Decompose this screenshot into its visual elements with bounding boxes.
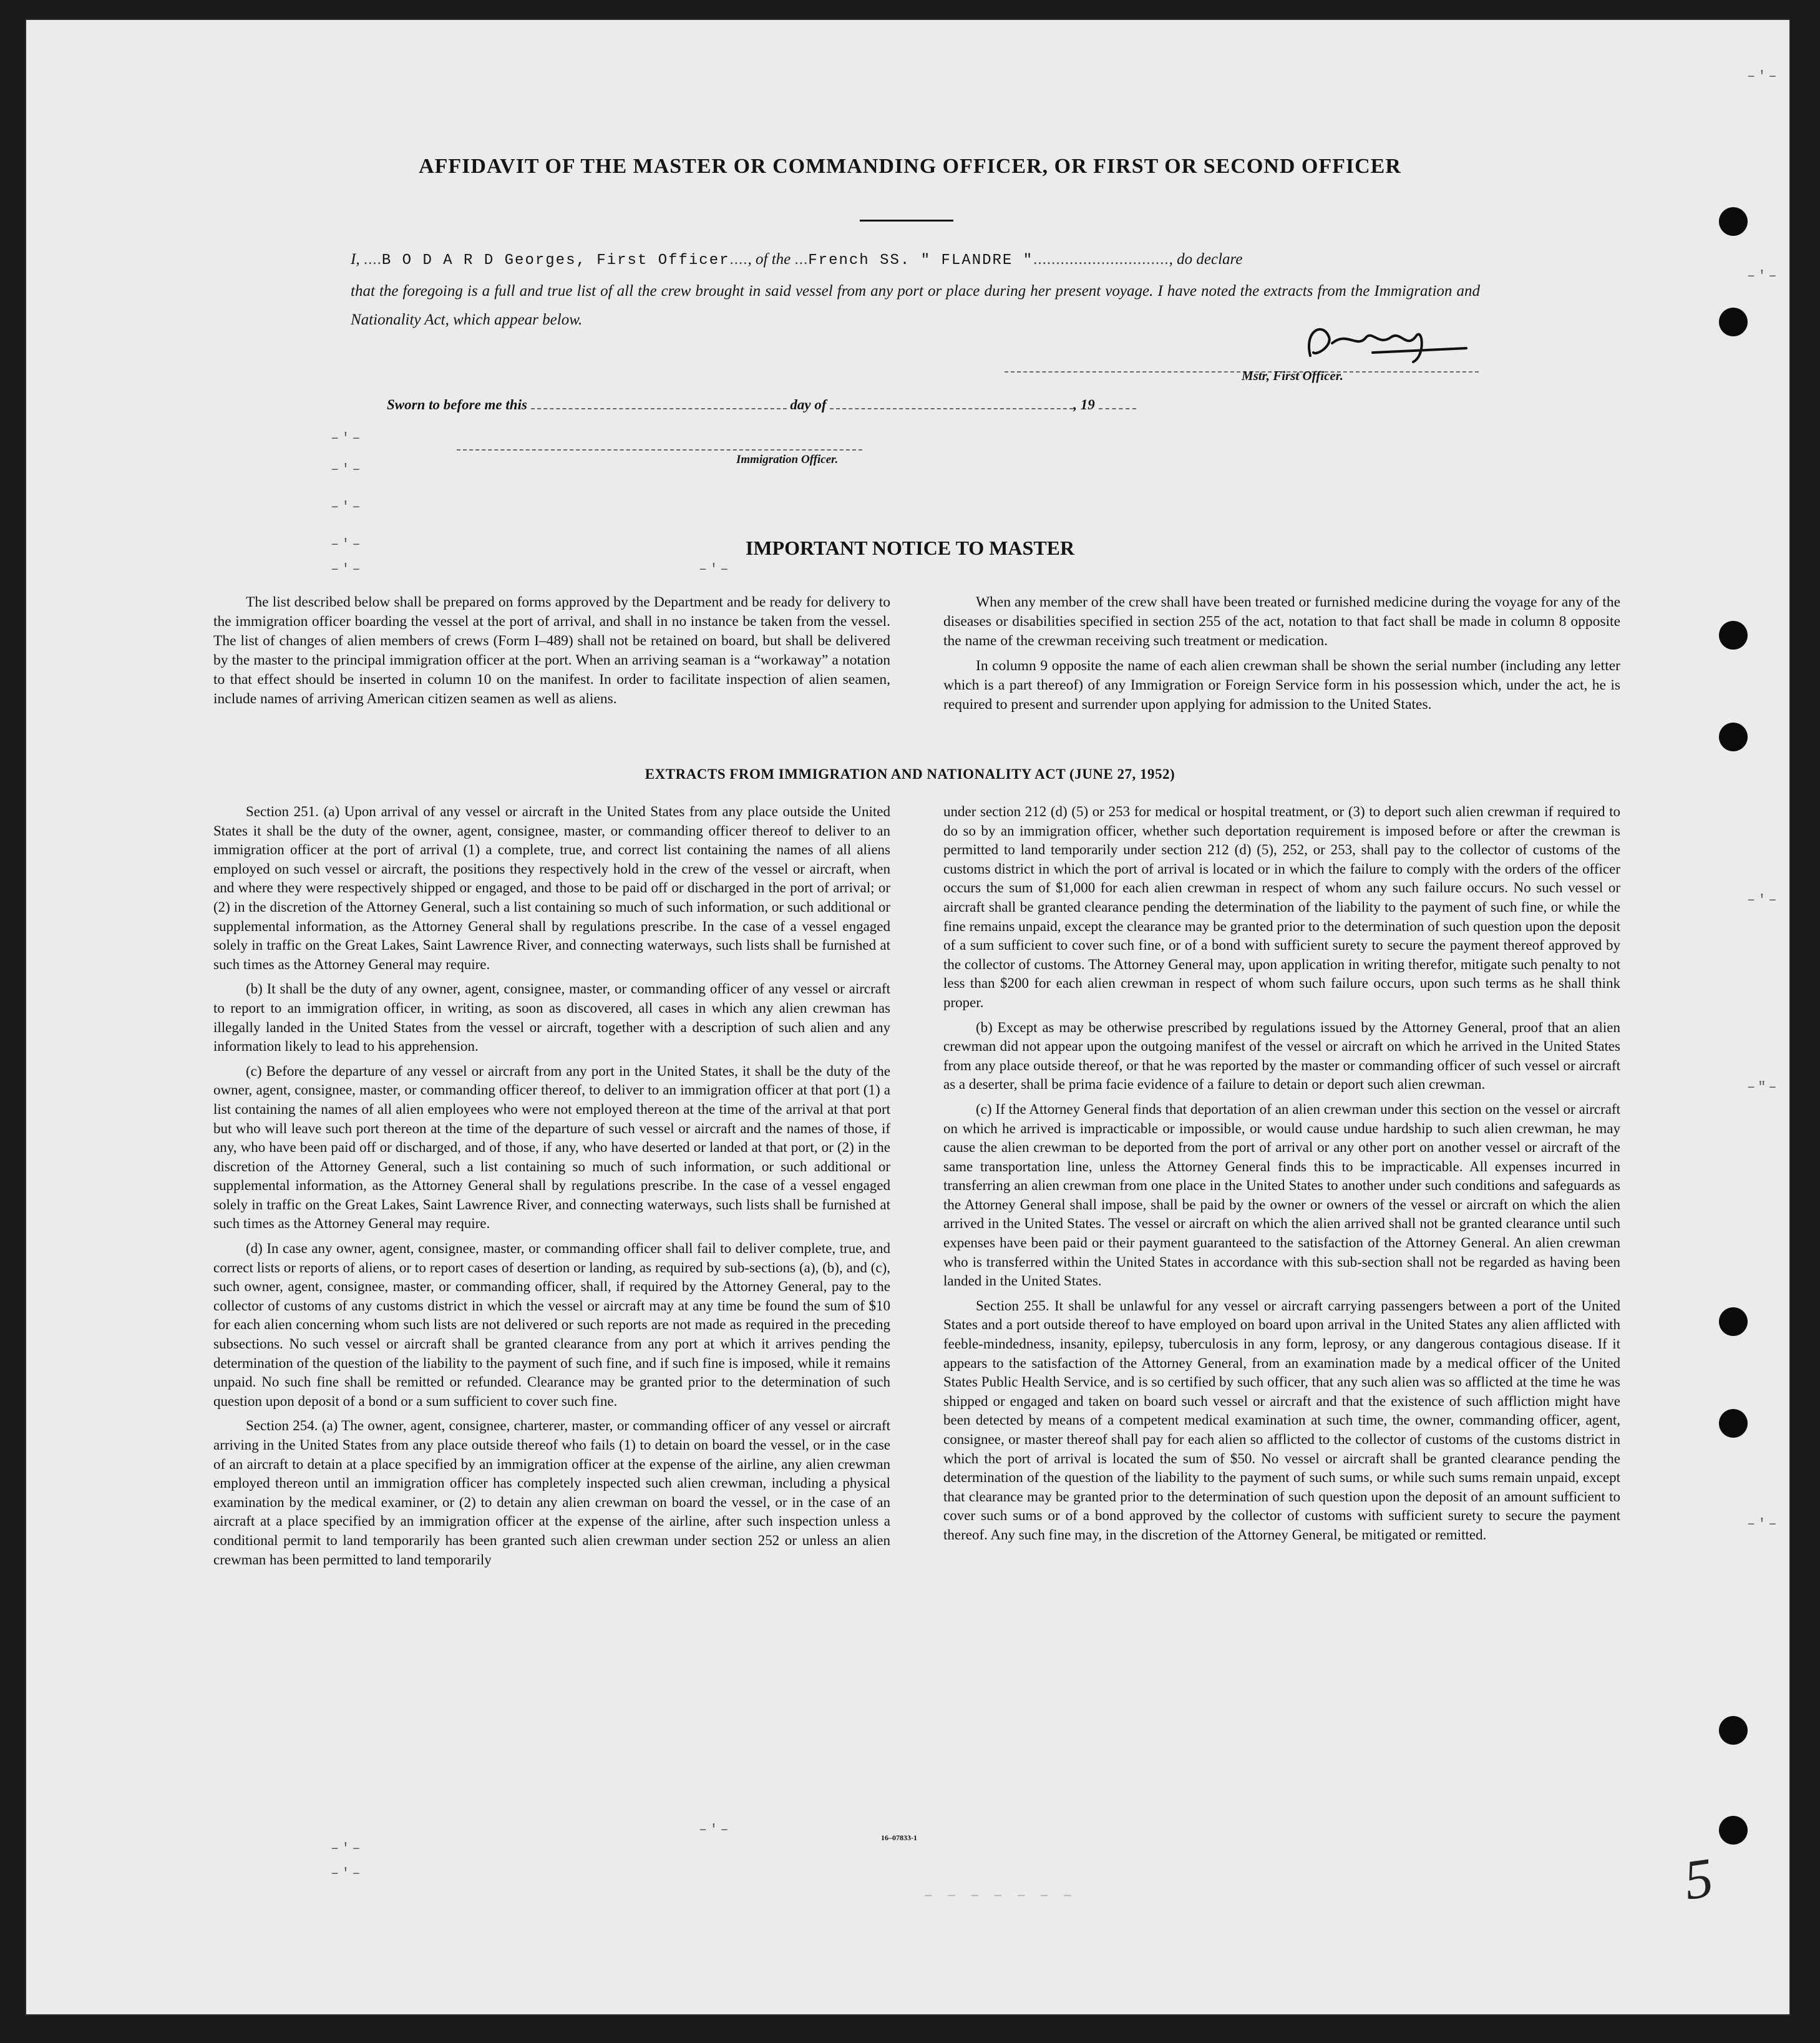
bleed-mark: –'– [331, 562, 363, 577]
signatory-title: Mstr, First Officer. [1242, 368, 1343, 383]
bleed-mark: –'– [331, 462, 363, 477]
bleed-mark: –"– [1747, 1080, 1779, 1095]
declaration: I, ....B O D A R D Georges, First Officer...., of the ...French SS. " FLANDRE ".............................., do declare that the foregoing is a full and true list of all the crew brought in said vessel from any port or place during her present voyage. I have noted the extracts from the Immigration and Nationality Act, which appear below. [351, 243, 1480, 334]
section-251-c: (c) Before the departure of any vessel or aircraft from any port in the United States, it shall be the duty of the owner, agent, consignee, master, or commanding officer thereof, to deliver to an immigration officer at that port (1) a list containing the names of all alien employees who were not employed thereon at the time of the arrival at that port but who will leave such port thereon at the time of the departure of such vessel or aircraft and the names of those, if any, who have been paid off or discharged, and of those, if any, who have deserted or landed at that port, or (2) in the discretion of the Attorney General, such a list containing so much of such information, or such additional or supplemental information, as the Attorney General shall by regulations prescribe. In the case of a vessel engaged solely in traffic on the Great Lakes, Saint Lawrence River, and connecting waterways, such lists shall be furnished at such times as the Attorney General may require. [213, 1063, 890, 1232]
section-254-a-continued: under section 212 (d) (5) or 253 for medical or hospital treatment, or (3) to deport such alien crewman if required to do so by an immigration officer, whether such deportation requirement is imposed before or after the crewman is permitted to land temporarily under section 212 (d) (5), 252, or 253, shall pay to the collector of customs of the customs district in which the port of arrival is located or in which the failure to comply with the orders of the officer occurs the sum of $1,000 for each alien crewman in respect of whom any such failure occurs. No such vessel or aircraft shall be granted clearance pending the determination of the liability to the payment of such fine, or while the fine remains unpaid, except the clearance may be granted prior to the determination of such question upon the deposit of a sum sufficient to cover such fine, or of a bond with sufficient surety to secure the payment thereof approved by the collector of customs. The Attorney General may, upon application in writing therefor, mitigate such penalty to not less than $200 for each alien crewman in respect of whom such failure occurs, upon such terms as he shall think proper. [943, 804, 1620, 1010]
sworn-day-of: day of [790, 397, 827, 412]
notice-right-column [943, 593, 1620, 720]
bleed-mark: –'– [331, 1866, 363, 1881]
form-number: 16–07833-1 [881, 1833, 917, 1842]
bleed-mark: –'– [331, 431, 363, 446]
sworn-day-field [531, 398, 787, 409]
sworn-statement [387, 397, 1136, 413]
section-254-b: (b) Except as may be otherwise prescribed by regulations issued by the Attorney General, proof that an alien crewman did not appear upon the outgoing manifest of the vessel or aircraft on which he arrived in the United States from any place outside thereof, or that he was reported by the master or commanding officer of such vessel or aircraft as a deserter, shall be prima facie evidence of a failure to detain or deport such alien crewman. [943, 1019, 1620, 1093]
vessel-name-field: French SS. " FLANDRE " [808, 252, 1034, 269]
bleed-mark: –'– [331, 1841, 363, 1856]
bleed-mark: –'– [699, 1822, 731, 1838]
punch-hole [1719, 207, 1748, 236]
bleed-mark: –'– [699, 562, 731, 577]
title-rule [860, 220, 953, 222]
show-through-text: – – – – – – – [923, 1886, 1074, 1904]
immigration-officer-line [457, 449, 862, 451]
extracts-heading: EXTRACTS FROM IMMIGRATION AND NATIONALITY ACT (JUNE 27, 1952) [645, 766, 1175, 782]
sworn-prefix: Sworn to before me this [387, 397, 527, 412]
section-251-d: (d) In case any owner, agent, consignee, master, or commanding officer shall fail to deliver complete, true, and correct lists or reports of aliens, or to report cases of desertion or landing, as required by sub-sections (a), (b), and (c), such owner, agent, consignee, master, or commanding officer, shall, if required by the Attorney General, pay to the collector of customs of any customs district in which the vessel or aircraft may at any time be found the sum of $10 for each alien concerning whom such lists are not delivered or such reports are not made as required in the preceding subsections. No such vessel or aircraft shall be granted clearance from any port at which it arrives pending the determination of the question of the liability to the payment of such fine, and if such fine is imposed, while it remains unpaid. No such fine shall be remitted or refunded. Clearance may be granted prior to the determination of such question upon deposit of a bond or a sum sufficient to cover such fine. [213, 1241, 890, 1409]
sworn-month-field [830, 398, 1073, 409]
punch-hole [1719, 1307, 1748, 1336]
extracts-right-column [943, 802, 1620, 1551]
declaration-pronoun: I, [351, 251, 360, 268]
sworn-year: , 19 [1073, 397, 1095, 412]
punch-hole [1719, 621, 1748, 650]
immigration-officer-label: Immigration Officer. [736, 453, 839, 466]
section-254-a: Section 254. (a) The owner, agent, consignee, charterer, master, or commanding officer of any vessel or aircraft arriving in the United States from any place outside thereof who fails (1) to detain on board the vessel, or in the case of an aircraft to detain at a place specified by an immigration officer at the expense of the airline, any alien crewman employed thereon until an immigration officer has completely inspected such alien crewman, including a physical examination by the medical examiner, or (2) to detain any alien crewman on board the vessel, or in the case of an aircraft at a place specified by an immigration officer at the expense of the airline, after such inspection unless a conditional permit to land temporarily has been granted such alien crewman under section 252 or unless an alien crewman has been permitted to land temporarily [213, 1418, 890, 1568]
bleed-mark: –'– [1747, 892, 1779, 908]
declaration-do-declare: , do declare [1169, 251, 1243, 268]
punch-hole [1719, 723, 1748, 751]
section-251-b: (b) It shall be the duty of any owner, agent, consignee, master, or commanding officer of any vessel or aircraft to report to an immigration officer, in writing, as soon as discovered, all cases in which any alien crewman has illegally landed in the United States from the vessel or aircraft, together with a description of such alien and any information likely to lead to his apprehension. [213, 981, 890, 1055]
extracts-left-column [213, 802, 890, 1575]
punch-hole [1719, 308, 1748, 336]
notice-paragraph: The list described below shall be prepared on forms approved by the Department and be ready for delivery to the immigration officer boarding the vessel at the port of arrival, and shall in no instance be taken from the vessel. The list of changes of alien members of crews (Form I–489) shall not be retained on board, but shall be delivered by the master to the principal immigration officer at the port. When an arriving seaman is a “workaway” a notation to that effect should be inserted in column 10 on the manifest. In order to facilitate inspection of alien seamen, include names of arriving American citizen seamen as well as aliens. [213, 594, 890, 707]
sworn-year-field [1099, 398, 1136, 409]
notice-left-column [213, 593, 890, 714]
bleed-mark: –'– [331, 537, 363, 552]
declaration-body: that the foregoing is a full and true list of all the crew brought in said vessel from any port or place during her present voyage. I have noted the extracts from the Immigration and Nationality Act, which appear below. [351, 283, 1480, 328]
declaration-of-the: , of the [747, 251, 791, 268]
notice-paragraph: When any member of the crew shall have been treated or furnished medicine during the voyage for any of the diseases or disabilities specified in section 255 of the act, notation to that fact shall be made in column 8 opposite the name of the crewman receiving such treatment or medication. [943, 594, 1620, 649]
page-number: 5 [1680, 1846, 1717, 1912]
bleed-mark: –'– [331, 499, 363, 515]
notice-paragraph: In column 9 opposite the name of each alien crewman shall be shown the serial number (including any letter which is a part thereof) of any Immigration or Foreign Service form in his possession which, under the act, he is required to present and surrender upon applying for admission to the United States. [943, 658, 1620, 713]
section-255: Section 255. It shall be unlawful for any vessel or aircraft carrying passengers between a port of the United States and a port outside thereof to have employed on board upon arrival in the United States any alien afflicted with feeble-mindedness, insanity, epilepsy, tuberculosis in any form, leprosy, or any dangerous contagious disease. If it appears to the satisfaction of the Attorney General, from an examination made by a medical officer of the United States Public Health Service, and is so certified by such officer, that any such alien was so afflicted at the time he was shipped or engaged and taken on board such vessel or aircraft and that the existence of such affliction might have been detected by means of a competent medical examination at such time, the owner, commanding officer, agent, consignee, or master thereof shall pay for each alien so afflicted to the collector of customs of the customs district in which the port of arrival is located the sum of $50. No vessel or aircraft shall be granted clearance pending the determination of the question of the liability to the payment of such sums, or while such sums remain unpaid, except that clearance may be granted prior to the determination of such question upon the deposit of an amount sufficient to cover such sums or of a bond approved by the collector of customs with sufficient surety to secure the payment thereof. Any such fine may, in the discretion of the Attorney General, be mitigated or remitted. [943, 1297, 1620, 1543]
punch-hole [1719, 1716, 1748, 1745]
page-title: AFFIDAVIT OF THE MASTER OR COMMANDING OFFICER, OR FIRST OR SECOND OFFICER [419, 155, 1401, 178]
punch-hole [1719, 1409, 1748, 1438]
bleed-mark: –'– [1747, 268, 1779, 284]
bleed-mark: –'– [1747, 69, 1779, 84]
declarant-name-field: B O D A R D Georges, First Officer [381, 252, 730, 269]
notice-heading: IMPORTANT NOTICE TO MASTER [745, 537, 1075, 559]
signature-mark [1298, 318, 1472, 368]
punch-hole [1719, 1816, 1748, 1845]
section-254-c: (c) If the Attorney General finds that deportation of an alien crewman under this section on the vessel or aircraft on which he arrived is impracticable or impossible, or would cause undue hardship to such alien crewman, he may cause the alien crewman to be deported from the port of arrival or any other port on another vessel or aircraft of the same transportation line, unless the Attorney General finds this to be impracticable. All expenses incurred in transferring an alien crewman from one place in the United States to another under such conditions and safeguards as the Attorney General shall impose, shall be paid by the owner or owners of the vessel or aircraft on which the alien arrived in the United States. The vessel or aircraft on which the alien arrived shall not be granted clearance until such expenses have been paid or their payment guaranteed to the satisfaction of the Attorney General. An alien crewman who is transferred within the United States in accordance with this sub-section shall not be regarded as having been landed in the United States. [943, 1101, 1620, 1289]
bleed-mark: –'– [1747, 1516, 1779, 1532]
section-251-a: Section 251. (a) Upon arrival of any vessel or aircraft in the United States from any place outside the United States it shall be the duty of the owner, agent, consignee, master, or commanding officer thereof to deliver to an immigration officer at the port of arrival (1) a complete, true, and correct list containing the names of all aliens employed on such vessel or aircraft, the positions they respectively hold in the crew of the vessel or aircraft, when and where they were respectively shipped or engaged, and those to be paid off or discharged in the port of arrival; or (2) in the discretion of the Attorney General, such a list containing so much of such information, or such additional or supplemental information, as the Attorney General shall by regulations prescribe. In the case of a vessel engaged solely in traffic on the Great Lakes, Saint Lawrence River, and connecting waterways, such lists shall be furnished at such times as the Attorney General may require. [213, 804, 890, 972]
